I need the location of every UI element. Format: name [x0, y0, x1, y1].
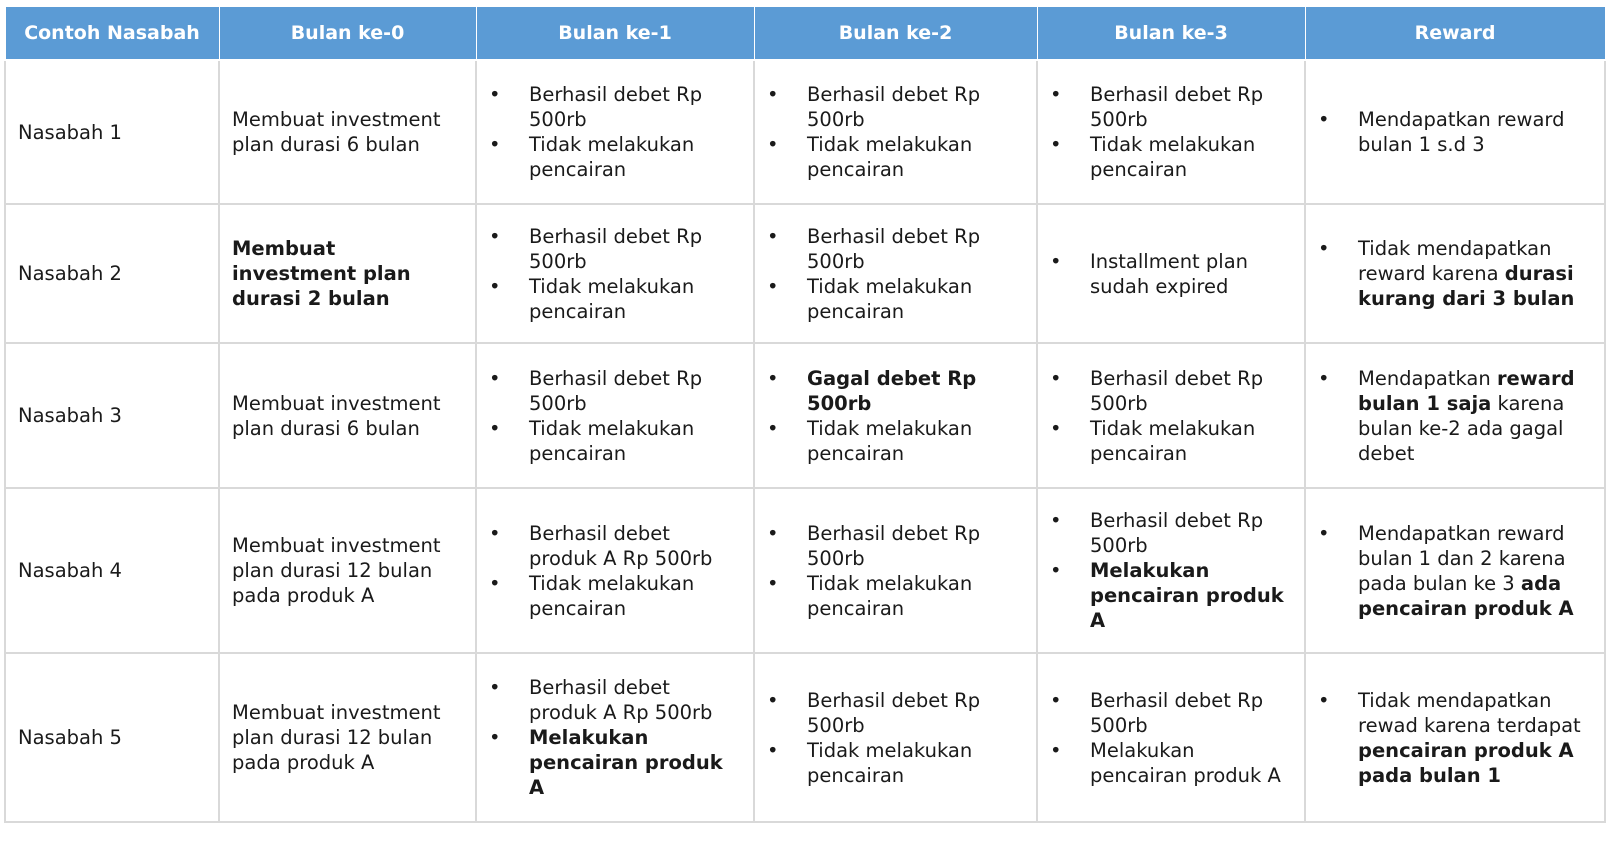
- text-run: Membuat investment plan durasi 12 bulan pada produk A: [232, 701, 441, 774]
- text-run: Membuat investment plan durasi 6 bulan: [232, 391, 441, 440]
- bullet-item: [767, 132, 1026, 182]
- bulan-2-cell: [754, 60, 1037, 204]
- text-run: Gagal debet Rp 500rb: [807, 366, 977, 415]
- bullet-item: [767, 738, 1026, 788]
- table-container: [4, 6, 1606, 823]
- bulan-0-cell: [219, 653, 476, 822]
- reward-cell: [1305, 60, 1605, 204]
- table-row: [5, 653, 1605, 822]
- bullet-item: [1050, 738, 1294, 788]
- text-run: Mendapatkan reward bulan 1 dan 2 karena pada bulan ke 3: [1358, 521, 1566, 595]
- bulan-2-cell: [754, 204, 1037, 343]
- bullet-item: [489, 571, 743, 621]
- text-run: Tidak melakukan pencairan: [529, 416, 695, 465]
- text-run: Berhasil debet Rp 500rb: [1090, 509, 1264, 557]
- text-run: Berhasil debet Rp 500rb: [807, 688, 981, 737]
- bulan-3-cell: [1037, 60, 1305, 204]
- bulan-0-cell: [219, 488, 476, 653]
- bullet-list: [489, 675, 743, 800]
- bullet-item: [1050, 132, 1294, 182]
- bullet-list: [1050, 508, 1294, 633]
- bullet-list: [1318, 107, 1594, 157]
- bullet-item: [1050, 249, 1294, 299]
- bullet-list: [767, 688, 1026, 788]
- bulan-0-cell: [219, 204, 476, 343]
- bullet-item: [767, 366, 1026, 416]
- bullet-item: [489, 82, 743, 132]
- bullet-item: [489, 725, 743, 800]
- bullet-item: [1050, 558, 1294, 633]
- text-run: pencairan produk A pada bulan 1: [1358, 738, 1574, 787]
- bullet-list: [489, 224, 743, 324]
- header-row: [5, 7, 1605, 61]
- bullet-item: [1050, 508, 1294, 558]
- bullet-list: [1318, 236, 1594, 311]
- text-run: Berhasil debet Rp 500rb: [807, 521, 981, 570]
- text-run: durasi kurang dari 3 bulan: [1358, 262, 1575, 310]
- text-run: Tidak melakukan pencairan: [529, 571, 695, 620]
- bulan-2-cell: [754, 653, 1037, 822]
- bullet-item: [1050, 366, 1294, 416]
- bullet-list: [767, 82, 1026, 182]
- text-run: Membuat investment plan durasi 2 bulan: [232, 237, 411, 310]
- table-row: [5, 204, 1605, 343]
- text-run: Tidak melakukan pencairan: [1090, 133, 1256, 181]
- table-row: [5, 488, 1605, 653]
- text-run: Installment plan sudah expired: [1090, 249, 1248, 298]
- bulan-1-cell: [476, 60, 754, 204]
- bullet-item: [489, 274, 743, 324]
- bullet-item: [1050, 82, 1294, 132]
- header-bulan-0: Bulan ke-0: [219, 7, 476, 61]
- reward-table: [4, 6, 1606, 823]
- text-run: Melakukan pencairan produk A: [1090, 738, 1281, 787]
- bullet-item: [489, 416, 743, 466]
- table-row: [5, 60, 1605, 204]
- reward-cell: [1305, 653, 1605, 822]
- text-run: ada pencairan produk A: [1358, 571, 1574, 620]
- bullet-list: [1318, 366, 1594, 466]
- text-run: Membuat investment plan durasi 12 bulan pada produk A: [232, 534, 441, 607]
- header-bulan-3: Bulan ke-3: [1037, 7, 1305, 61]
- bullet-item: [767, 274, 1026, 324]
- text-run: Tidak melakukan pencairan: [807, 416, 973, 465]
- bullet-list: [1318, 688, 1594, 788]
- text-run: Tidak melakukan pencairan: [807, 571, 973, 620]
- text-run: Tidak melakukan pencairan: [1090, 416, 1256, 465]
- bullet-item: [489, 224, 743, 274]
- nasabah-name-cell: Nasabah 2: [5, 204, 219, 343]
- bullet-list: [489, 82, 743, 182]
- bulan-1-cell: [476, 653, 754, 822]
- text-run: Berhasil debet Rp 500rb: [807, 83, 981, 131]
- text-run: Tidak mendapatkan rewad karena terdapat: [1358, 688, 1581, 737]
- reward-cell: [1305, 343, 1605, 488]
- text-run: Berhasil debet Rp 500rb: [1090, 83, 1264, 131]
- bulan-0-cell: [219, 60, 476, 204]
- text-run: Berhasil debet Rp 500rb: [529, 366, 703, 415]
- bullet-item: [1318, 521, 1594, 621]
- bullet-list: [767, 224, 1026, 324]
- text-run: Berhasil debet Rp 500rb: [1090, 366, 1264, 415]
- text-run: Tidak melakukan pencairan: [529, 133, 695, 181]
- bulan-1-cell: [476, 204, 754, 343]
- text-run: Berhasil debet produk A Rp 500rb: [529, 521, 713, 570]
- bulan-3-cell: [1037, 204, 1305, 343]
- bullet-item: [767, 521, 1026, 571]
- bullet-list: [767, 366, 1026, 466]
- text-run: Mendapatkan: [1358, 366, 1497, 390]
- text-run: Melakukan pencairan produk A: [529, 726, 723, 799]
- bullet-list: [1318, 521, 1594, 621]
- text-run: karena bulan ke-2 ada gagal debet: [1358, 391, 1565, 465]
- nasabah-name-cell: Nasabah 5: [5, 653, 219, 822]
- bulan-2-cell: [754, 488, 1037, 653]
- text-run: Tidak melakukan pencairan: [807, 133, 973, 181]
- bullet-item: [1050, 688, 1294, 738]
- bullet-item: [767, 416, 1026, 466]
- text-run: reward bulan 1 saja: [1358, 366, 1575, 415]
- bullet-item: [1318, 366, 1594, 466]
- reward-cell: [1305, 204, 1605, 343]
- text-run: Berhasil debet Rp 500rb: [529, 224, 703, 273]
- header-reward: Reward: [1305, 7, 1605, 61]
- bulan-0-cell: [219, 343, 476, 488]
- bullet-list: [1050, 249, 1294, 299]
- bullet-item: [767, 82, 1026, 132]
- text-run: Mendapatkan reward bulan 1 s.d 3: [1358, 108, 1565, 156]
- reward-cell: [1305, 488, 1605, 653]
- text-run: Berhasil debet Rp 500rb: [1090, 688, 1264, 737]
- text-run: Berhasil debet Rp 500rb: [529, 83, 703, 131]
- table-row: [5, 343, 1605, 488]
- text-run: Tidak melakukan pencairan: [807, 738, 973, 787]
- text-run: Melakukan pencairan produk A: [1090, 559, 1284, 632]
- text-run: Tidak mendapatkan reward karena: [1358, 237, 1552, 285]
- bullet-list: [1050, 688, 1294, 788]
- bulan-3-cell: [1037, 488, 1305, 653]
- bullet-list: [489, 521, 743, 621]
- bulan-2-cell: [754, 343, 1037, 488]
- bullet-item: [489, 366, 743, 416]
- text-run: Tidak melakukan pencairan: [807, 274, 973, 323]
- bulan-1-cell: [476, 343, 754, 488]
- bullet-item: [767, 688, 1026, 738]
- text-run: Berhasil debet Rp 500rb: [807, 224, 981, 273]
- bullet-list: [489, 366, 743, 466]
- nasabah-name-cell: Nasabah 1: [5, 60, 219, 204]
- bullet-item: [1318, 236, 1594, 311]
- header-bulan-2: Bulan ke-2: [754, 7, 1037, 61]
- text-run: Tidak melakukan pencairan: [529, 274, 695, 323]
- bullet-item: [489, 675, 743, 725]
- bullet-item: [767, 224, 1026, 274]
- bullet-list: [1050, 82, 1294, 182]
- bullet-item: [767, 571, 1026, 621]
- bullet-item: [489, 521, 743, 571]
- bullet-item: [1050, 416, 1294, 466]
- bullet-item: [489, 132, 743, 182]
- bullet-list: [767, 521, 1026, 621]
- text-run: Membuat investment plan durasi 6 bulan: [232, 108, 441, 156]
- bulan-1-cell: [476, 488, 754, 653]
- header-contoh-nasabah: Contoh Nasabah: [5, 7, 219, 61]
- nasabah-name-cell: Nasabah 4: [5, 488, 219, 653]
- bullet-item: [1318, 688, 1594, 788]
- bullet-item: [1318, 107, 1594, 157]
- header-bulan-1: Bulan ke-1: [476, 7, 754, 61]
- bulan-3-cell: [1037, 653, 1305, 822]
- nasabah-name-cell: Nasabah 3: [5, 343, 219, 488]
- text-run: Berhasil debet produk A Rp 500rb: [529, 676, 713, 724]
- bullet-list: [1050, 366, 1294, 466]
- bulan-3-cell: [1037, 343, 1305, 488]
